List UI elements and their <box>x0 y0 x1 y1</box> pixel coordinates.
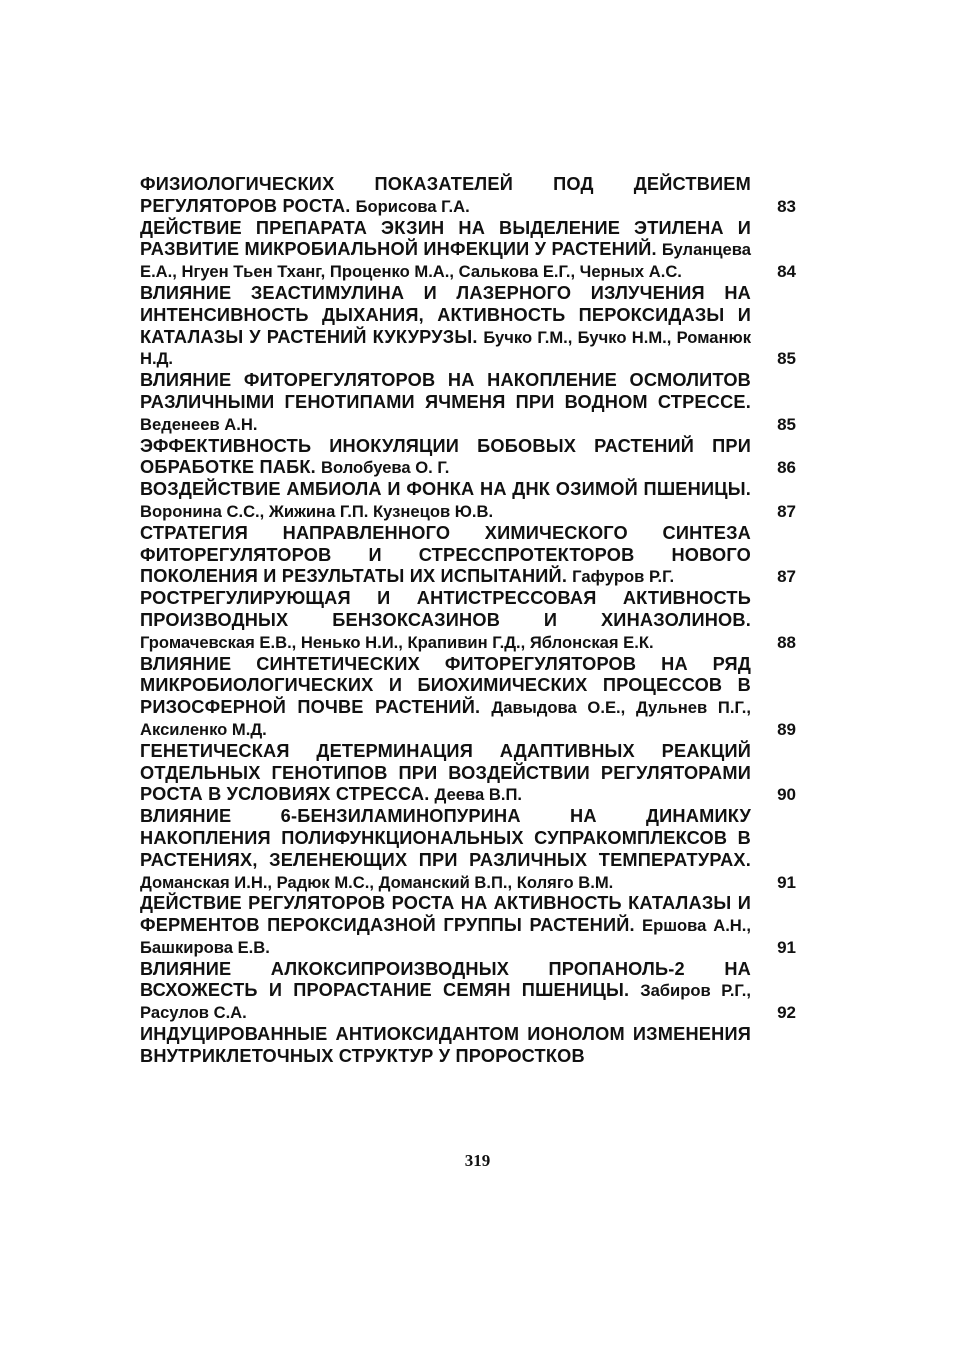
toc-entry <box>140 654 796 741</box>
entry-title: ИНДУЦИРОВАННЫЕ АНТИОКСИДАНТОМ ИОНОЛОМ ИЗМЕНЕНИЯ ВНУТРИКЛЕТОЧНЫХ СТРУКТУР У ПРОРОСТКОВ <box>140 1024 751 1066</box>
entry-authors: Борисова Г.А. <box>355 196 470 216</box>
entry-authors: Гафуров Р.Г. <box>572 567 675 587</box>
entry-title: ФИЗИОЛОГИЧЕСКИХ ПОКАЗАТЕЛЕЙ ПОД ДЕЙСТВИЕМ РЕГУЛЯТОРОВ РОСТА. <box>140 174 751 216</box>
entry-title: РОСТРЕГУЛИРУЮЩАЯ И АНТИСТРЕССОВАЯ АКТИВНОСТЬ ПРОИЗВОДНЫХ БЕНЗОКСАЗИНОВ И ХИНАЗОЛИНОВ. <box>140 588 751 630</box>
entry-title: ГЕНЕТИЧЕСКАЯ ДЕТЕРМИНАЦИЯ АДАПТИВНЫХ РЕАКЦИЙ ОТДЕЛЬНЫХ ГЕНОТИПОВ ПРИ ВОЗДЕЙСТВИИ РЕГУЛЯТОРАМИ РОСТА В УСЛОВИЯХ СТРЕССА. <box>140 740 751 805</box>
entry-page: 92 <box>777 1003 796 1023</box>
toc-entry <box>140 218 796 283</box>
entry-authors: Деева В.П. <box>434 785 522 805</box>
toc-entry <box>140 436 796 480</box>
entry-title: ВЛИЯНИЕ АЛКОКСИПРОИЗВОДНЫХ ПРОПАНОЛЬ-2 НА ВСХОЖЕСТЬ И ПРОРАСТАНИЕ СЕМЯН ПШЕНИЦЫ. <box>140 958 751 1001</box>
page-number: 319 <box>464 1151 491 1170</box>
entry-title: ДЕЙСТВИЕ РЕГУЛЯТОРОВ РОСТА НА АКТИВНОСТЬ КАТАЛАЗЫ И ФЕРМЕНТОВ ПЕРОКСИДАЗНОЙ ГРУППЫ РАСТЕНИЙ. <box>140 893 751 936</box>
entry-authors: Буланцева Е.А., Нгуен Тьен Тханг, Проценко М.А., Салькова Е.Г., Черных А.С. <box>140 240 751 282</box>
entry-title: ВЛИЯНИЕ ФИТОРЕГУЛЯТОРОВ НА НАКОПЛЕНИЕ ОСМОЛИТОВ РАЗЛИЧНЫМИ ГЕНОТИПАМИ ЯЧМЕНЯ ПРИ ВОДНОМ СТРЕССЕ. <box>140 370 751 412</box>
toc-entry <box>140 741 796 806</box>
entry-authors: Ершова А.Н., Башкирова Е.В. <box>140 916 752 957</box>
entry-title: ВЛИЯНИЕ СИНТЕТИЧЕСКИХ ФИТОРЕГУЛЯТОРОВ НА РЯД МИКРОБИОЛОГИЧЕСКИХ И БИОХИМИЧЕСКИХ ПРОЦЕССОВ В РИЗОСФЕРНОЙ ПОЧВЕ РАСТЕНИЙ. <box>140 653 751 718</box>
toc-entry <box>140 1024 796 1068</box>
entry-authors: Веденеев А.Н. <box>140 414 258 434</box>
entry-authors: Воронина С.С., Жижина Г.П. Кузнецов Ю.В. <box>140 501 494 521</box>
entry-page: 88 <box>777 632 796 652</box>
toc-entry <box>140 174 796 218</box>
toc-entry <box>140 370 796 435</box>
toc-entry <box>140 806 796 893</box>
entry-page: 83 <box>777 196 796 216</box>
toc-entry <box>140 523 796 588</box>
entry-authors: Забиров Р.Г., Расулов С.А. <box>140 981 751 1023</box>
entry-page: 85 <box>777 349 796 369</box>
toc-entry <box>140 283 796 370</box>
entry-title: ДЕЙСТВИЕ ПРЕПАРАТА ЭКЗИН НА ВЫДЕЛЕНИЕ ЭТИЛЕНА И РАЗВИТИЕ МИКРОБИАЛЬНОЙ ИНФЕКЦИИ У РАСТЕНИЙ. <box>140 217 751 260</box>
entry-page: 86 <box>777 458 796 478</box>
entry-page: 91 <box>777 872 796 892</box>
entry-page: 91 <box>777 937 796 957</box>
entry-page: 90 <box>777 785 796 805</box>
toc-entry <box>140 588 796 653</box>
entry-page: 87 <box>777 567 796 587</box>
entry-page: 84 <box>777 262 796 282</box>
toc-entry <box>140 959 796 1024</box>
entry-title: СТРАТЕГИЯ НАПРАВЛЕННОГО ХИМИЧЕСКОГО СИНТЕЗА ФИТОРЕГУЛЯТОРОВ И СТРЕССПРОТЕКТОРОВ НОВОГО ПОКОЛЕНИЯ И РЕЗУЛЬТАТЫ ИХ ИСПЫТАНИЙ. <box>140 522 751 587</box>
entry-title: ВОЗДЕЙСТВИЕ АМБИОЛА И ФОНКА НА ДНК ОЗИМОЙ ПШЕНИЦЫ. <box>140 479 751 500</box>
entry-authors: Громачевская Е.В., Ненько Н.И., Крапивин Г.Д., Яблонская Е.К. <box>140 632 654 652</box>
entry-title: ЭФФЕКТИВНОСТЬ ИНОКУЛЯЦИИ БОБОВЫХ РАСТЕНИЙ ПРИ ОБРАБОТКЕ ПАБК. <box>140 435 751 478</box>
entry-title: ВЛИЯНИЕ ЗЕАСТИМУЛИНА И ЛАЗЕРНОГО ИЗЛУЧЕНИЯ НА ИНТЕНСИВНОСТЬ ДЫХАНИЯ, АКТИВНОСТЬ ПЕРОКСИДАЗЫ И КАТАЛАЗЫ У РАСТЕНИЙ КУКУРУЗЫ. <box>140 282 751 347</box>
entry-authors: Волобуева О. Г. <box>321 458 450 478</box>
entry-page: 89 <box>777 719 796 739</box>
entry-page: 85 <box>777 414 796 434</box>
toc-entry <box>140 479 796 523</box>
entry-title: ВЛИЯНИЕ 6-БЕНЗИЛАМИНОПУРИНА НА ДИНАМИКУ НАКОПЛЕНИЯ ПОЛИФУНКЦИОНАЛЬНЫХ СУПРАКОМПЛЕКСОВ В РАСТЕНИЯХ, ЗЕЛЕНЕЮЩИХ ПРИ РАЗЛИЧНЫХ ТЕМПЕРАТУРАХ. <box>140 806 751 870</box>
entry-authors: Доманская И.Н., Радюк М.С., Доманский В.П., Коляго В.М. <box>140 872 614 892</box>
toc-entry <box>140 893 796 958</box>
entry-authors: Давыдова О.Е., Дульнев П.Г., Аксиленко М.Д. <box>140 698 751 739</box>
entry-authors: Бучко Г.М., Бучко Н.М., Романюк Н.Д. <box>140 327 751 369</box>
table-of-contents <box>140 174 796 1068</box>
entry-page: 87 <box>777 501 796 521</box>
